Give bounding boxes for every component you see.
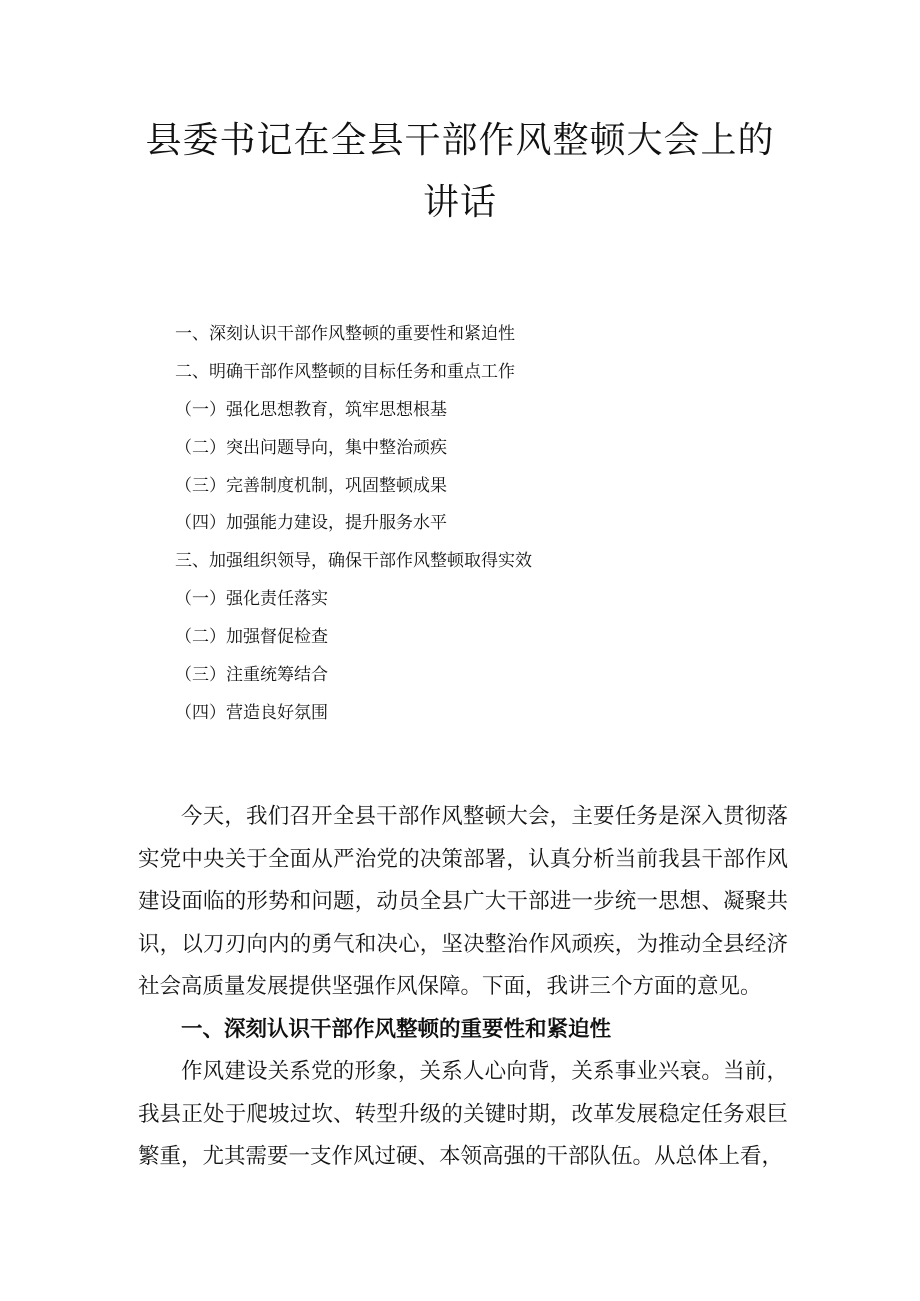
toc-item: （一）强化责任落实 [175,589,328,610]
toc-item: （三）完善制度机制，巩固整顿成果 [175,475,447,496]
toc-item: （二）加强督促检查 [175,627,328,648]
intro-paragraph: 今天，我们召开全县干部作风整顿大会，主要任务是深入贯彻落实党中央关于全面从严治党的决策部署，认真分析当前我县干部作风建设面临的形势和问题，动员全县广大干部进一步统一思想、凝聚共识，以刀刃向内的勇气和决心，坚决整治作风顽疾，为推动全县经济社会高质量发展提供坚强作风保障。下面，我讲三个方面的意见。 [138,804,788,999]
table-of-contents [175,316,795,733]
document-title: 县委书记在全县干部作风整顿大会上的讲话 [145,120,775,223]
body-paragraph: 作风建设关系党的形象，关系人心向背，关系事业兴衰。当前，我县正处于爬坡过坎、转型升级的关键时期，改革发展稳定任务艰巨繁重，尤其需要一支作风过硬、本领高强的干部队伍。从总体上看， [138,1059,788,1169]
toc-item: （一）强化思想教育，筑牢思想根基 [175,399,447,420]
toc-item: 二、明确干部作风整顿的目标任务和重点工作 [175,361,515,382]
toc-item: （二）突出问题导向，集中整治顽疾 [175,437,447,458]
toc-item: （四）营造良好氛围 [175,702,328,723]
section-heading: 一、深刻认识干部作风整顿的重要性和紧迫性 [181,1016,612,1042]
toc-item: 三、加强组织领导，确保干部作风整顿取得实效 [175,551,532,572]
toc-item: （三）注重统筹结合 [175,665,328,686]
document-body [138,796,788,1179]
toc-item: 一、深刻认识干部作风整顿的重要性和紧迫性 [175,324,515,344]
toc-item: （四）加强能力建设，提升服务水平 [175,513,447,534]
